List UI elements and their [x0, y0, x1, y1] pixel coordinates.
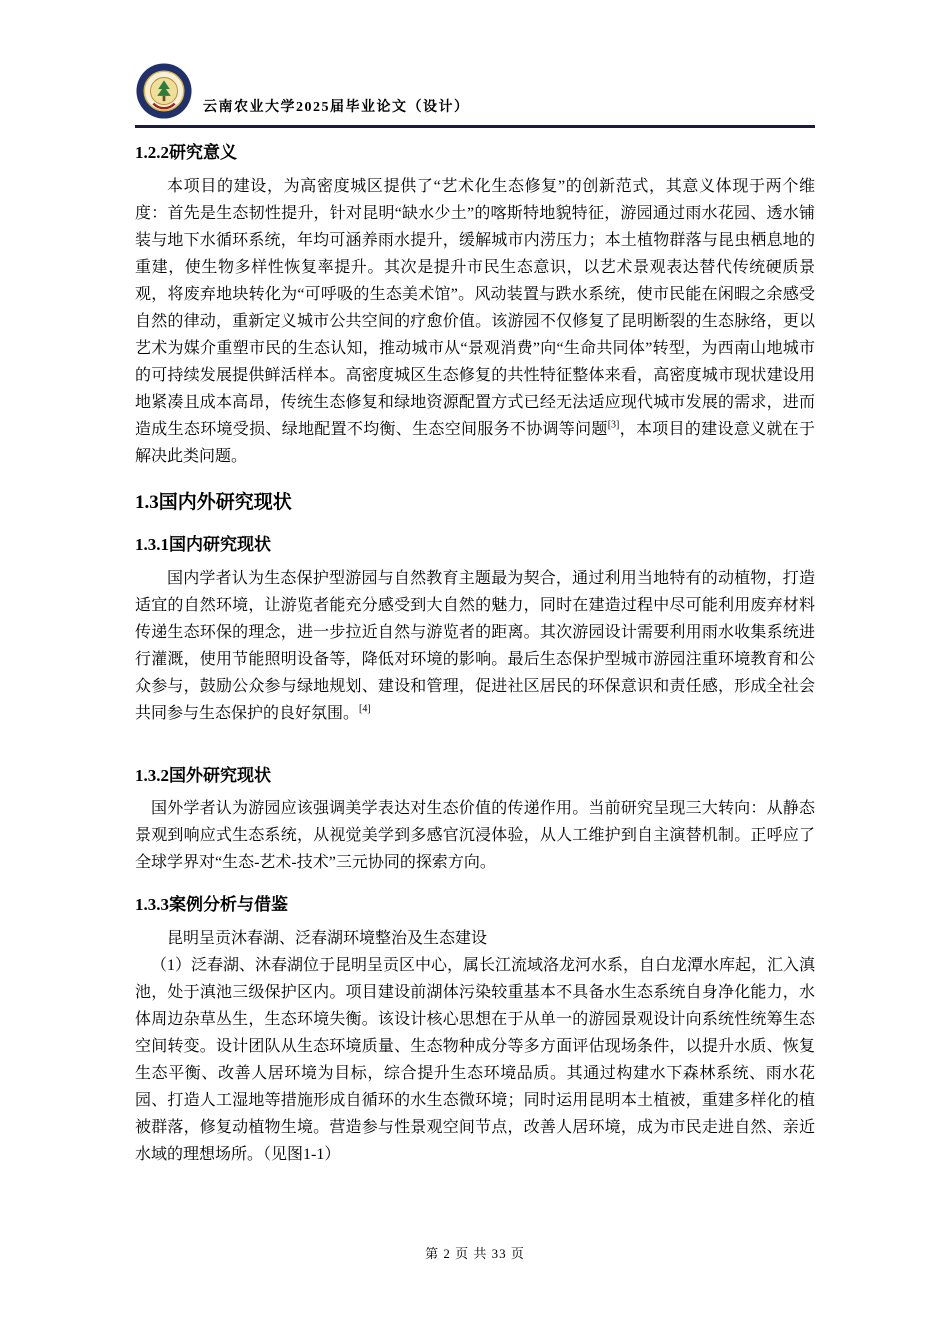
- paragraph-1-2-2-text-after: ，本项目的建设意义就在于解决此类问题。: [135, 420, 815, 465]
- citation-ref-3: [3]: [607, 419, 620, 431]
- header-rule: [135, 125, 815, 128]
- citation-ref-4: [4]: [359, 703, 371, 715]
- heading-1-3-1: 1.3.1国内研究现状: [135, 534, 271, 554]
- heading-1-3-2: 1.3.2国外研究现状: [135, 765, 271, 785]
- heading-1-2-2: 1.2.2研究意义: [135, 143, 237, 162]
- page-number: 第 2 页 共 33 页: [425, 1246, 525, 1261]
- university-logo-icon: [135, 62, 193, 120]
- paragraph-1-3-1: [135, 565, 815, 727]
- paragraph-1-3-3: （1）泛春湖、沐春湖位于昆明呈贡区中心，属长江流域洛龙河水系，自白龙潭水库起，汇入滇池，处于滇池三级保护区内。项目建设前湖体污染较重基本不具备水生态系统自身净化能力，水体周边杂草丛生，生态环境失衡。该设计核心思想在于从单一的游园景观设计向系统性统筹生态空间转变。设计团队从生态环境质量、生态物种成分等多方面评估现场条件，以提升水质、恢复生态平衡、改善人居环境为目标，综合提升生态环境品质。其通过构建水下森林系统、雨水花园、打造人工湿地等措施形成自循环的水生态微环境；同时运用昆明本土植被，重建多样化的植被群落，修复动植物生境。营造参与性景观空间节点，改善人居环境，成为市民走进自然、亲近水域的理想场所。（见图1-1）: [135, 957, 816, 1164]
- page-header: [135, 60, 815, 128]
- header-title: 云南农业大学2025届毕业论文（设计）: [203, 100, 470, 116]
- page-footer: [0, 1243, 950, 1262]
- paragraph-1-2-2: [135, 173, 815, 470]
- heading-1-3: 1.3国内外研究现状: [135, 491, 292, 513]
- paragraph-1-3-2: 国外学者认为游园应该强调美学表达对生态价值的传递作用。当前研究呈现三大转向：从静态景观到响应式生态系统，从视觉美学到多感官沉浸体验，从人工维护到自主演替机制。正呼应了全球学界对“生态-艺术-技术”三元协同的探索方向。: [135, 800, 815, 872]
- case-study-title-line: 昆明呈贡沐春湖、泛春湖环境整治及生态建设: [167, 930, 488, 948]
- header-row: [135, 60, 815, 120]
- heading-1-3-3: 1.3.3案例分析与借鉴: [135, 895, 288, 915]
- page-content: [135, 60, 815, 1168]
- paragraph-1-3-1-text: 国内学者认为生态保护型游园与自然教育主题最为契合，通过利用当地特有的动植物，打造适宜的自然环境，让游览者能充分感受到大自然的魅力，同时在建造过程中尽可能利用废弃材料传递生态环保的理念，进一步拉近自然与游览者的距离。其次游园设计需要利用雨水收集系统进行灌溉，使用节能照明设备等，降低对环境的影响。最后生态保护型城市游园注重环境教育和公众参与，鼓励公众参与绿地规划、建设和管理，促进社区居民的环保意识和责任感，形成全社会共同参与生态保护的良好氛围。: [135, 569, 815, 722]
- paragraph-1-2-2-text: 本项目的建设，为高密度城区提供了“艺术化生态修复”的创新范式，其意义体现于两个维度：首先是生态韧性提升，针对昆明“缺水少土”的喀斯特地貌特征，游园通过雨水花园、透水铺装与地下水循环系统，年均可涵养雨水提升，缓解城市内涝压力；本土植物群落与昆虫栖息地的重建，使生物多样性恢复率提升。其次是提升市民生态意识，以艺术景观表达替代传统硬质景观，将废弃地块转化为“可呼吸的生态美术馆”。风动装置与跌水系统，使市民能在闲暇之余感受自然的律动，重新定义城市公共空间的疗愈价值。该游园不仅修复了昆明断裂的生态脉络，更以艺术为媒介重塑市民的生态认知，推动城市从“景观消费”向“生命共同体”转型，为西南山地城市的可持续发展提供鲜活样本。高密度城区生态修复的共性特征整体来看，高密度城市现状建设用地紧凑且成本高昂，传统生态修复和绿地资源配置方式已经无法适应现代城市发展的需求，进而造成生态环境受损、绿地配置不均衡、生态空间服务不协调等问题: [135, 177, 815, 438]
